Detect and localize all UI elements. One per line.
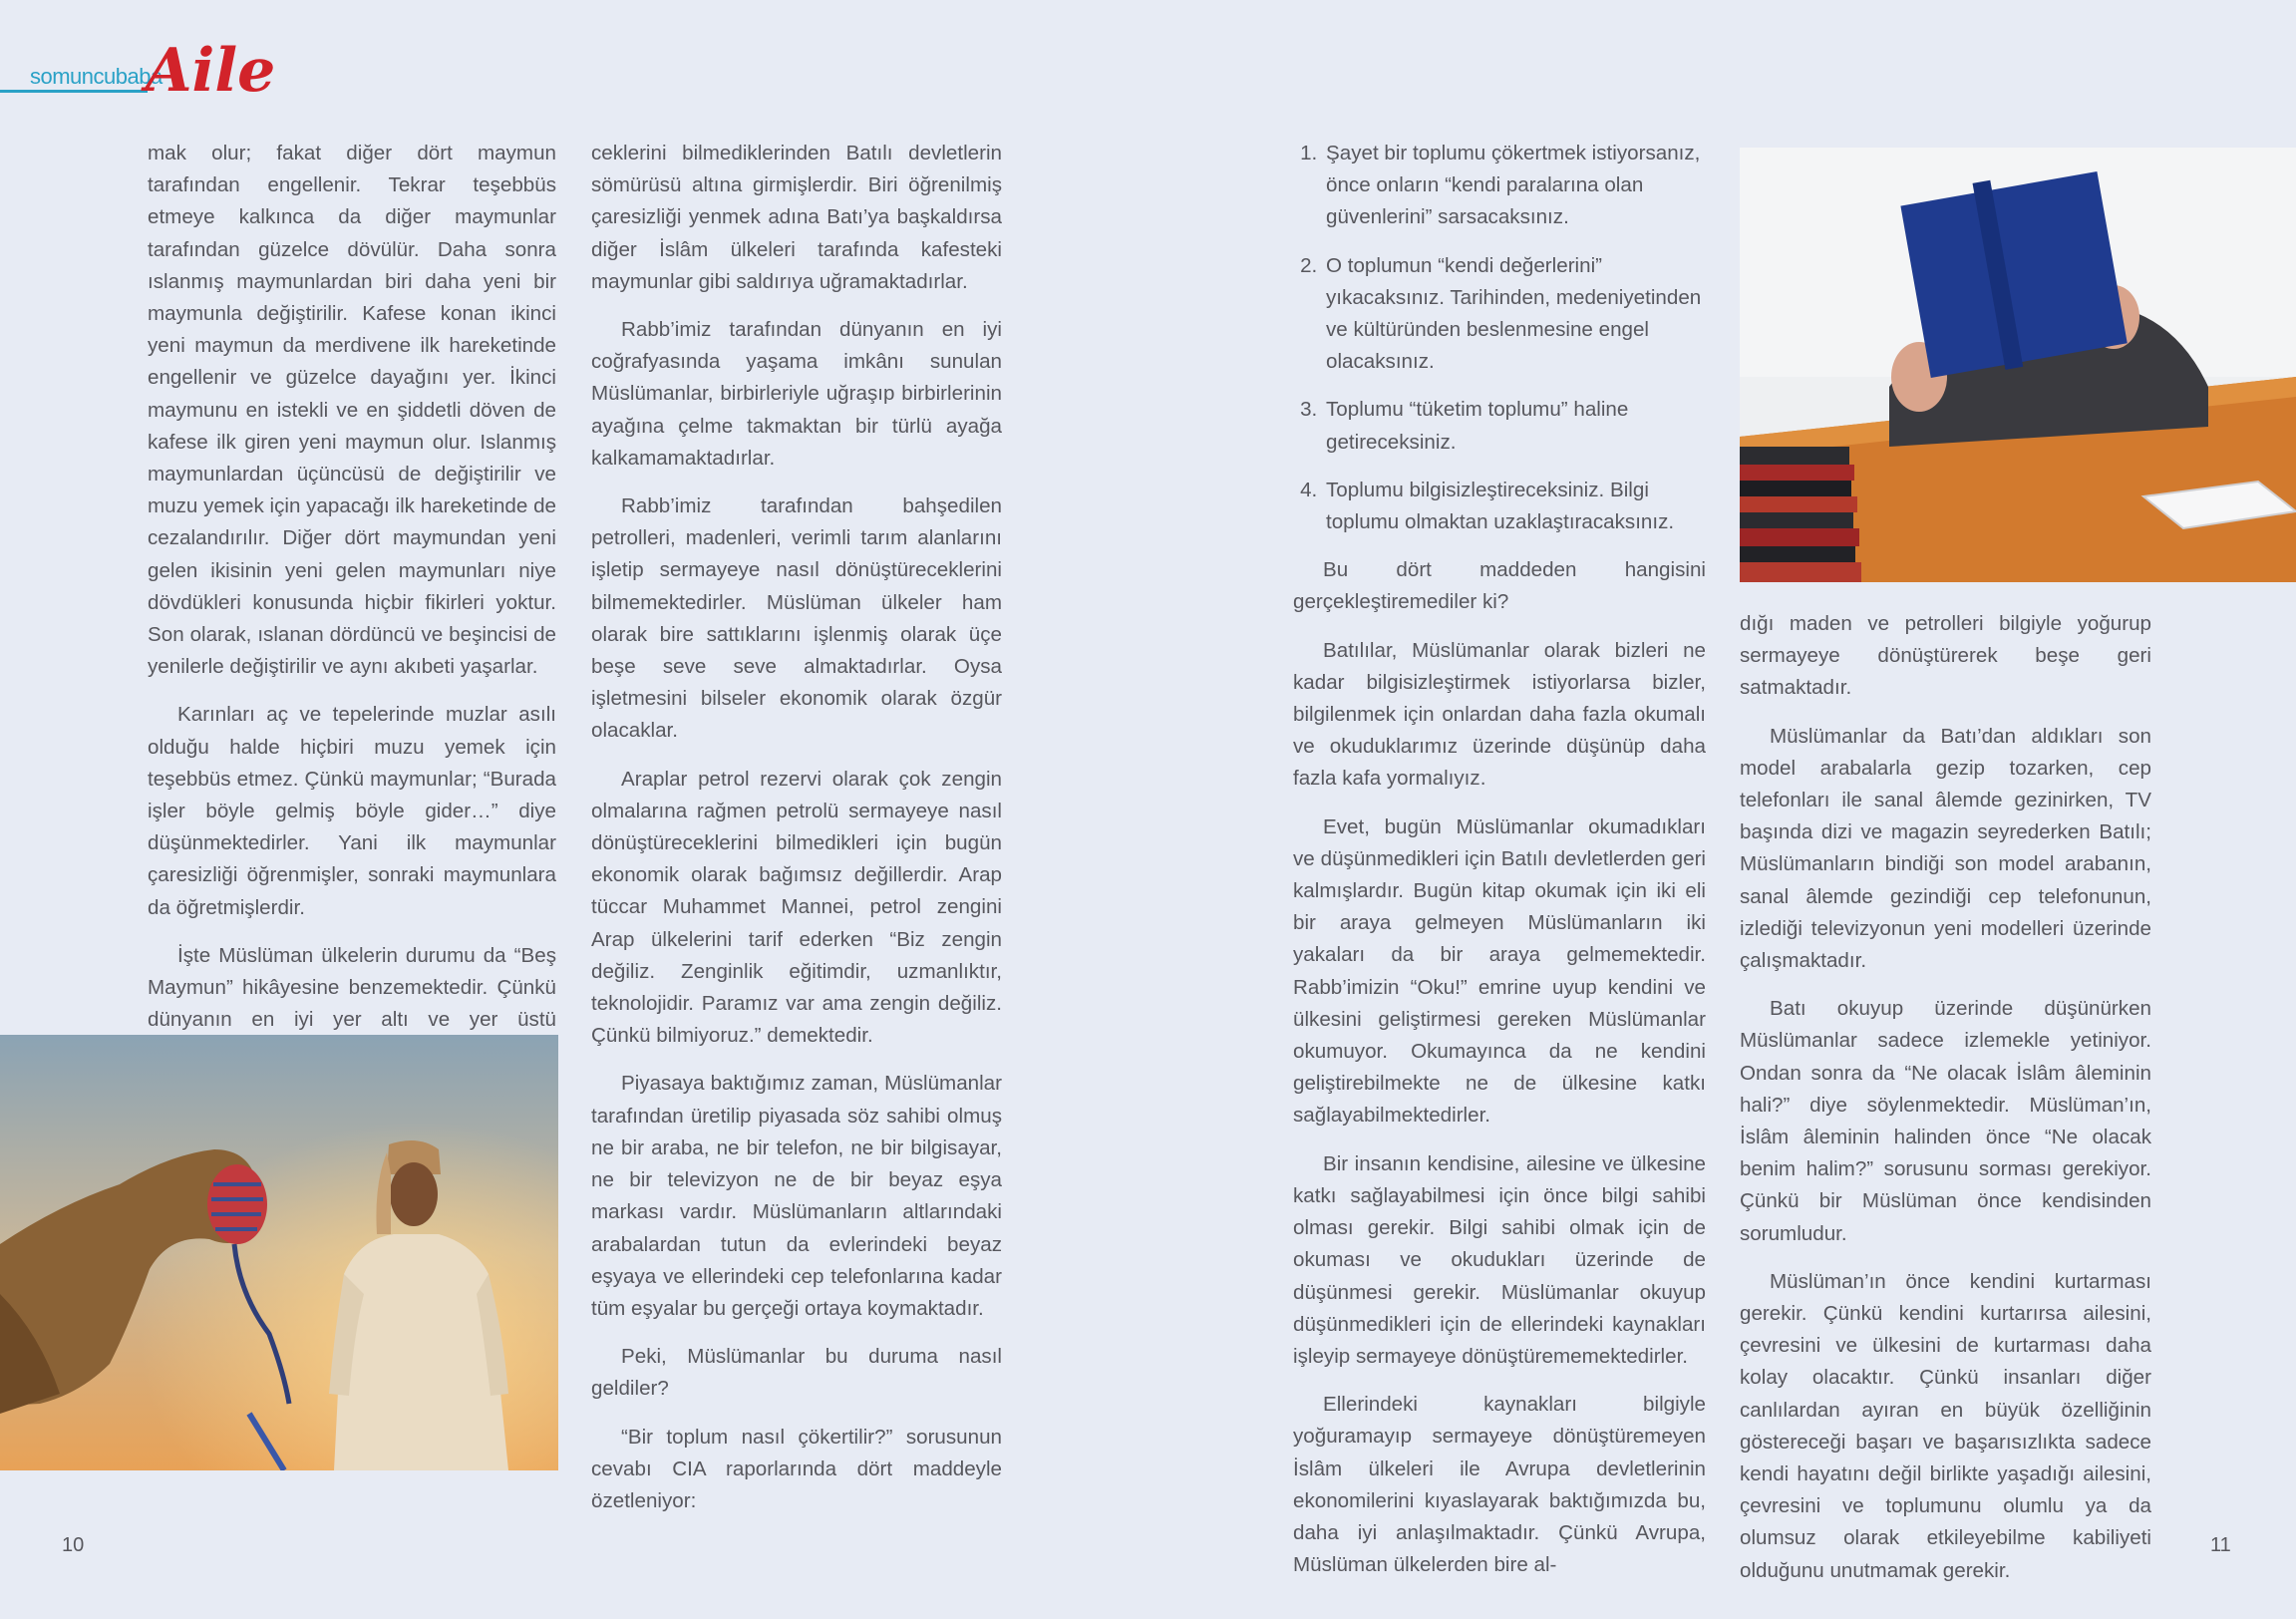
page-number-right: 11 (2210, 1534, 2231, 1556)
paragraph: Karınları aç ve tepelerinde muzlar asılı olduğu halde hiçbiri muzu yemek için teşebbüs etmez. Çünkü maymunlar; “Burada işler böyle gelmiş böyle gider…” diye düşünmektedirler. Yani ilk maymunlar çaresizliği öğrenmişler, sonraki maymunlara da öğretmişlerdir. (148, 703, 556, 919)
paragraph: Araplar petrol rezervi olarak çok zengin olmalarına rağmen petrolü sermayeye nasıl dönüştüreceklerini bilmedikleri için bugün ekonomik olarak bağımsız değillerdir. Arap tüccar Muhammet Mannei, petrol zengini Arap ülkelerini tarif ederken “Biz zengin değiliz. Zenginlik eğitimdir, uzmanlıktır, teknolojidir. Paramız var ama zengin değiliz. Çünkü bilmiyoruz.” demektedir. (591, 767, 1002, 1048)
paragraph: ceklerini bilmediklerinden Batılı devletlerin sömürüsü altına girmişlerdir. Biri öğrenilmiş çaresizliği yenmek adına Batı’ya başkaldırsa diğer İslâm ülkeleri tarafında kafesteki maymunlar gibi saldırıya uğramaktadırlar. (591, 142, 1002, 293)
paragraph: Müslümanlar da Batı’dan aldıkları son model arabalarla gezip tozarken, cep telefonları ile sanal âlemde gezinirken, TV başında dizi ve magazin seyrederken Batılı; Müslümanların bindiği son model arabanın, sanal âlemde gezindiği cep telefonunun, izlediği televizyonun yeni modelleri üzerinde çalışmaktadır. (1740, 724, 2151, 973)
paragraph: Piyasaya baktığımız zaman, Müslümanlar tarafından üretilip piyasada söz sahibi olmuş ne bir araba, ne bir telefon, ne bir bilgisayar, ne bir televizyon ne de bir beyaz eşya markası vardır. Müslümanların altlarındaki arabalardan tutun da evlerindeki beyaz eşyaya ve ellerindeki cep telefonlarına kadar tüm eşyalar bu gerçeği ortaya koymaktadır. (591, 1072, 1002, 1320)
text-column-4 (1740, 608, 2151, 1603)
paragraph: mak olur; fakat diğer dört maymun tarafından engellenir. Tekrar teşebbüs etmeye kalkınca da diğer maymunlar tarafından güzelce dövülür. Daha sonra ıslanmış maymunlardan biri daha yeni bir maymunla değiştirilir. Kafese konan ikinci yeni maymun da merdivene ilk hareketinde engellenir ve güzelce dayağını yer. İkinci maymunu en istekli ve en şiddetli döven de kafese ilk giren yeni maymun olur. Islanmış maymunlardan üçüncüsü de değiştirilir ve muzu yemek için yapacağı ilk hareketinde de cezalandırılır. Diğer dört maymundan yeni gelen ikisinin yeni gelen maymunları niye dövdükleri konusunda hiçbir fikirleri yoktur. Son olarak, ıslanan dördüncü ve beşincisi de yenilerle değiştirilir ve aynı akıbeti yaşarlar. (148, 142, 556, 679)
reading-person-photo (1740, 148, 2296, 582)
list-item: 2. O toplumun “kendi değerlerini” yıkacaksınız. Tarihinden, medeniyetinden ve kültüründen beslenmesine engel olacaksınız. (1323, 250, 1706, 379)
paragraph: Batılılar, Müslümanlar olarak bizleri ne kadar bilgisizleştirmek istiyorlarsa bizler, bilgilenmek için onlardan daha fazla okumalı ve okuduklarımız üzerinde düşünüp daha fazla kafa yormalıyız. (1293, 638, 1706, 791)
list-item: 1. Şayet bir toplumu çökertmek istiyorsanız, önce onların “kendi paralarına olan güvenlerini” sarsacaksınız. (1323, 138, 1706, 234)
camel-man-image (0, 1035, 558, 1470)
paragraph: Peki, Müslümanlar bu duruma nasıl geldiler? (591, 1345, 1002, 1401)
paragraph: Bu dört maddeden hangisini gerçekleştiremediler ki? (1293, 558, 1706, 614)
magazine-logo (0, 36, 276, 112)
cia-list (1293, 138, 1706, 538)
paragraph: Rabb’imiz tarafından dünyanın en iyi coğrafyasında yaşama imkânı sunulan Müslümanlar, birbirleriyle uğraşıp birbirlerinin ayağına çelme takmaktan bir türlü ayağa kalkamamaktadırlar. (591, 318, 1002, 470)
paragraph: “Bir toplum nasıl çökertilir?” sorusunun cevabı CIA raporlarında dört maddeyle özetleniyor: (591, 1425, 1002, 1512)
logo-underline (0, 90, 148, 93)
text-column-2 (591, 138, 1002, 1533)
list-item: 3. Toplumu “tüketim toplumu” haline getireceksiniz. (1323, 394, 1706, 458)
paragraph: Evet, bugün Müslümanlar okumadıkları ve düşünmedikleri için Batılı devletlerden geri kalmışlardır. Bugün kitap okumak için iki eli bir araya gelmeyen Müslümanların iki yakaları da bir araya gelmemektedir. Rabb’imizin “Oku!” emrine uyup kendini ve ülkesini geliştirmesi gereken Müslümanlar okumuyor. Okumayınca da ne kendini geliştirebilmekte ne de ülkesine katkı sağlayabilmektedirler. (1293, 814, 1706, 1128)
list-item: 4. Toplumu bilgisizleştireceksiniz. Bilgi toplumu olmaktan uzaklaştıracaksınız. (1323, 475, 1706, 538)
logo-title: Aile (146, 36, 276, 106)
paragraph: Rabb’imiz tarafından bahşedilen petrolleri, madenleri, verimli tarım alanlarını işletip sermayeye nasıl dönüştüreceklerini bilmemektedirler. Müslüman ülkeler ham olarak bire sattıklarını işlenmiş olarak üçe beşe seve seve almaktadırlar. Oysa işletmesini bilseler ekonomik olarak özgür olacaklar. (591, 494, 1002, 743)
reading-person-image (1740, 148, 2296, 582)
text-column-3 (1293, 138, 1706, 1597)
paragraph: Müslüman’ın önce kendini kurtarması gerekir. Çünkü kendini kurtarırsa ailesini, çevresini ve ülkesini de kurtarması daha kolay olacaktır. Çünkü insanları diğer canlılardan ayıran en büyük özelliğinin göstereceği başarı ve başarısızlıkta sadece kendi hayatını değil birlikte yaşadığı ailesini, çevresini ve toplumunu olumlu ya da olumsuz olarak etkileyebilme kabiliyeti olduğunu unutmamak gerekir. (1740, 1269, 2151, 1582)
camel-man-photo (0, 1035, 558, 1470)
paragraph: Ellerindeki kaynakları bilgiyle yoğuramayıp sermayeye dönüştüremeyen İslâm ülkeleri ile Avrupa devletlerinin ekonomilerini kıyaslayarak baktığımızda bu, daha iyi anlaşılmaktadır. Çünkü Avrupa, Müslüman ülkelerden bire al- (1293, 1393, 1706, 1577)
text-column-1 (148, 138, 556, 1117)
logo-subtitle: somuncubaba (30, 64, 163, 89)
paragraph: İşte Müslüman ülkelerin durumu da “Beş Maymun” hikâyesine benzemektedir. Çünkü dünyanın en iyi yer altı ve yer üstü (148, 943, 556, 1032)
paragraph: Batı okuyup üzerinde düşünürken Müslümanlar sadece izlemekle yetiniyor. Ondan sonra da “Ne olacak İslâm âleminin hali?” diye söylenmektedir. Müslüman’ın, İslâm âleminin halinden önce “Ne olacak benim halim?” sorusunu sorması gerekiyor. Çünkü bir Müslüman önce kendisinden sorumludur. (1740, 997, 2151, 1245)
paragraph: Bir insanın kendisine, ailesine ve ülkesine katkı sağlayabilmesi için önce bilgi sahibi olması gerekir. Bilgi sahibi olmak için de okuması ve okudukları üzerinde de düşünmesi gerekir. Müslümanlar okuyup düşünmedikleri için de ellerindeki kaynakları işleyip sermayeye dönüştürememektedirler. (1293, 1151, 1706, 1368)
page-number-left: 10 (62, 1534, 85, 1556)
paragraph: dığı maden ve petrolleri bilgiyle yoğurup sermayeye dönüştürerek beşe geri satmaktadır. (1740, 612, 2151, 700)
